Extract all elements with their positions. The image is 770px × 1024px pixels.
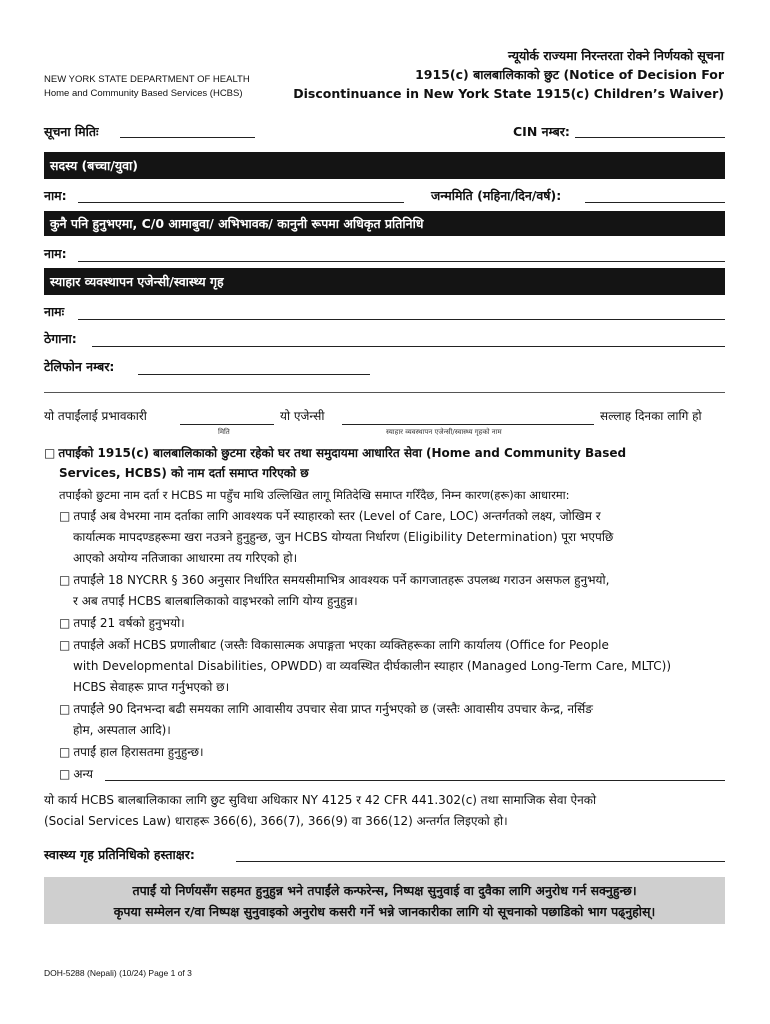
notice-date-label: सूचना मितिः: [44, 124, 99, 139]
authority-line-2: (Social Services Law) धाराहरू 366(6), 366(7), 366(9) वा 366(12) अन्तर्गत लिइएको हो।: [44, 814, 508, 828]
reason-item[interactable]: □ तपाईंले 18 NYCRR § 360 अनुसार निर्धारित समयसीमाभित्र आवश्यक पर्ने कागजातहरू उपलब्ध गराउन असफल हुनुभयो, र अब तपाईं HCBS बालबालिकाको वाइभरको लागि योग्य हुनुहुन्न।: [59, 573, 610, 608]
agency-phone-label: टेलिफोन नम्बर:: [44, 359, 115, 374]
agency-section-bar: स्याहार व्यवस्थापन एजेन्सी/स्वास्थ्य गृह: [44, 268, 725, 295]
main-check-line-1: तपाईंको 1915(c) बालबालिकाको छुटमा रहेको घर तथा समुदायमा आधारित सेवा (Home and Community Based: [58, 446, 627, 460]
notice-date-field[interactable]: [120, 137, 255, 138]
effective-text-1: यो तपाईंलाई प्रभावकारी: [44, 409, 147, 423]
main-check-line-2: Services, HCBS) को नाम दर्ता समाप्त गरिएको छ: [59, 466, 309, 480]
agency-address-field[interactable]: [92, 346, 725, 347]
title-line-1: न्यूयोर्क राज्यमा निरन्तरता रोक्ने निर्णयको सूचना: [508, 48, 724, 63]
reason-item[interactable]: □ तपाईं अब वेभरमा नाम दर्ताका लागि आवश्यक पर्ने स्याहारको स्तर (Level of Care, LOC) अन्तर्गतको लक्ष्य, जोखिम र कार्यात्मक मापदण्डहरूमा खरा नउत्रने हुनुहुन्छ, जुन HCBS योग्यता निर्धारण (Eligibility Determination) पूरा भएपछि आएको अयोग्य नतिजाका आधारमा तय गरिएको हो।: [59, 509, 614, 565]
main-check-item[interactable]: [44, 443, 734, 464]
reason-item[interactable]: □ तपाईं हाल हिरासतमा हुनुहुन्छ।: [59, 745, 204, 759]
member-name-label: नाम:: [44, 188, 67, 203]
appeal-notice-box: [44, 877, 725, 924]
checkbox-icon[interactable]: □: [59, 745, 71, 759]
dob-field[interactable]: [585, 202, 725, 203]
section-divider: [44, 392, 725, 393]
form-title: [293, 46, 724, 103]
checkbox-icon[interactable]: □: [59, 573, 71, 587]
reason-item[interactable]: □ तपाईं 21 वर्षको हुनुभयो।: [59, 616, 185, 630]
dob-label: जन्ममिति (महिना/दिन/वर्ष):: [431, 188, 562, 203]
notice-line-2: कृपया सम्मेलन र/वा निष्पक्ष सुनुवाइको अनुरोध कसरी गर्ने भन्ने जानकारीका लागि यो सूचनाको पछाडिको भाग पढ्नुहोस्।: [113, 903, 656, 919]
checkbox-icon[interactable]: □: [59, 509, 71, 523]
reason-item-other[interactable]: □ अन्य: [59, 764, 739, 785]
form-footer: DOH-5288 (Nepali) (10/24) Page 1 of 3: [44, 968, 192, 978]
header-agency: [44, 73, 250, 101]
signature-field[interactable]: [236, 861, 725, 862]
authority-line-1: यो कार्य HCBS बालबालिकाका लागि छुट सुविधा अधिकार NY 4125 र 42 CFR 441.302(c) तथा सामाजिक सेवा ऐनको: [44, 793, 597, 807]
agency-phone-field[interactable]: [138, 374, 370, 375]
checkbox-icon[interactable]: □: [59, 616, 71, 630]
legal-authority: [44, 790, 734, 832]
reason-item[interactable]: □ तपाईंले 90 दिनभन्दा बढी समयका लागि आवासीय उपचार सेवा प्राप्त गर्नुभएको छ (जस्तैः आवासीय उपचार केन्द्र, नर्सिङ होम, अस्पताल आदि)।: [59, 702, 593, 737]
reasons-list: [59, 506, 739, 785]
title-line-3: Discontinuance in New York State 1915(c) Children’s Waiver): [293, 86, 724, 101]
guardian-section-bar: कुनै पनि हुनुभएमा, C/0 आमाबुवा/ अभिभावक/ कानुनी रूपमा अधिकृत प्रतिनिधि: [44, 211, 725, 236]
department-name: NEW YORK STATE DEPARTMENT OF HEALTH: [44, 74, 250, 85]
effective-text-2: यो एजेन्सी: [280, 409, 325, 423]
checkbox-icon[interactable]: □: [44, 446, 56, 460]
signature-label: स्वास्थ्य गृह प्रतिनिधिको हस्ताक्षर:: [44, 847, 195, 862]
agency-name-inline-field[interactable]: [342, 424, 594, 425]
guardian-name-label: नाम:: [44, 246, 67, 261]
effective-text-3: सल्लाह दिनका लागि हो: [600, 409, 702, 423]
reason-item[interactable]: □ तपाईंले अर्को HCBS प्रणालीबाट (जस्तैः विकासात्मक अपाङ्गता भएका व्यक्तिहरूका लागि कार्यालय (Office for People with Developmental Disabilities, OPWDD) वा व्यवस्थित दीर्घकालीन स्याहार (Managed Long-Term Care, MLTC)) HCBS सेवाहरू प्राप्त गर्नुभएको छ।: [59, 638, 672, 694]
main-check-intro: तपाईंको छुटमा नाम दर्ता र HCBS मा पहुँच माथि उल्लिखित लागू मितिदेखि समाप्त गरिँदैछ, निम्न कारण(हरू)का आधारमा:: [59, 488, 570, 502]
date-caption: मिति: [218, 428, 230, 436]
title-line-2: 1915(c) बालबालिकाको छुट (Notice of Decision For: [415, 67, 724, 82]
effective-date-field[interactable]: [180, 424, 274, 425]
cin-field[interactable]: [575, 137, 725, 138]
checkbox-icon[interactable]: □: [59, 767, 71, 781]
member-section-bar: सदस्य (बच्चा/युवा): [44, 152, 725, 179]
guardian-name-field[interactable]: [78, 261, 725, 262]
member-name-field[interactable]: [78, 202, 404, 203]
other-reason-field[interactable]: [105, 780, 725, 781]
notice-line-1: तपाईं यो निर्णयसँग सहमत हुनुहुन्न भने तपाईंले कन्फरेन्स, निष्पक्ष सुनुवाई वा दुवैका लागि अनुरोध गर्न सक्नुहुन्छ।: [132, 882, 637, 898]
cin-label: CIN नम्बर:: [513, 124, 570, 139]
agency-name-label: नामः: [44, 304, 65, 319]
agency-address-label: ठेगाना:: [44, 331, 77, 346]
checkbox-icon[interactable]: □: [59, 702, 71, 716]
checkbox-icon[interactable]: □: [59, 638, 71, 652]
agency-name-field[interactable]: [78, 319, 725, 320]
agency-caption: स्याहार व्यवस्थापन एजेन्सी/स्वास्थ्य गृहको नाम: [386, 428, 502, 436]
program-name: Home and Community Based Services (HCBS): [44, 88, 243, 99]
